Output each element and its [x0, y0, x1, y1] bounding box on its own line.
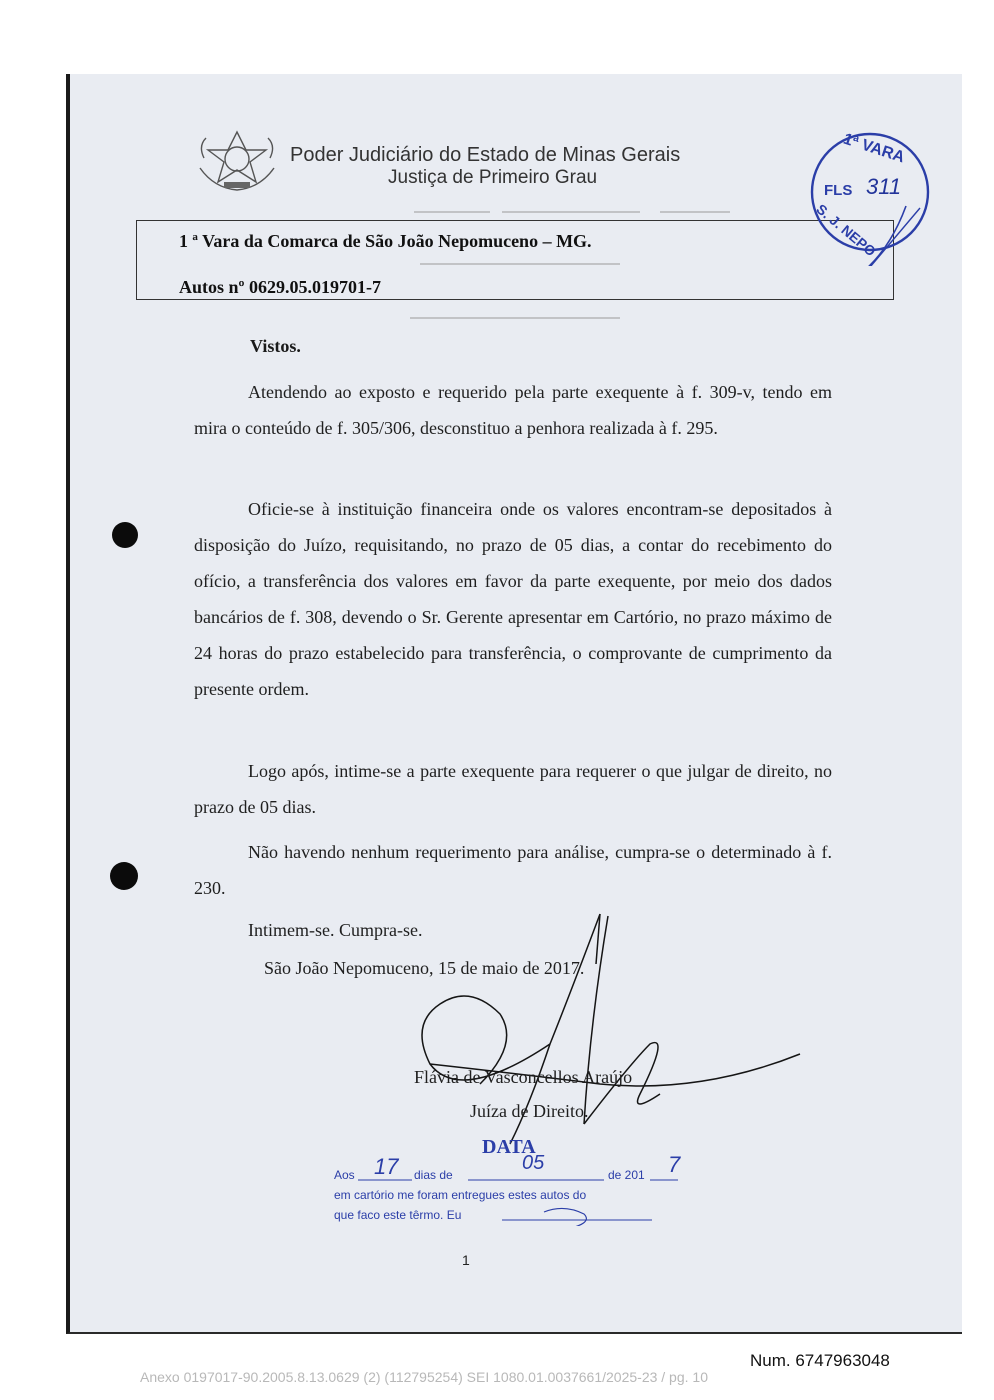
header-judiciary: Poder Judiciário do Estado de Minas Gerais	[290, 144, 681, 166]
data-stamp-aos: Aos	[334, 1168, 355, 1182]
fls-label: FLS	[824, 182, 853, 199]
data-stamp-month: 05	[522, 1152, 545, 1174]
fls-city: S. J. NEPO	[813, 200, 880, 260]
paragraph-3: Logo após, intime-se a parte exequente para requerer o que julgar de direito, no prazo de 05 dias.	[194, 761, 832, 817]
punch-hole-top	[112, 522, 138, 548]
paragraph-2: Oficie-se à instituição financeira onde os valores encontram-se depositados à disposição do Juízo, requisitando, no prazo de 05 dias, a contar do recebimento do ofício, a transferência dos valores em favor da parte exequente, por meio dos dados bancários de f. 308, devendo o Sr. Gerente apresentar em Cartório, no prazo máximo de 24 horas do prazo estabelecido para transferência, o comprovante de cumprimento da presente ordem.	[194, 499, 832, 699]
punch-hole-bottom	[110, 862, 138, 890]
header-first-instance: Justiça de Primeiro Grau	[388, 167, 598, 188]
data-stamp-year-prefix: de 201	[608, 1168, 645, 1182]
page-number: 1	[462, 1252, 470, 1268]
paragraph-1: Atendendo ao exposto e requerido pela parte exequente à f. 309-v, tendo em mira o conteúdo de f. 305/306, desconstituo a penhora realizada à f. 295.	[194, 382, 832, 438]
handwritten-signature	[400, 904, 820, 1164]
fls-vara: 1ª VARA	[841, 130, 907, 167]
signer-role: Juíza de Direito.	[470, 1101, 589, 1121]
scanned-page	[66, 74, 962, 1334]
data-stamp-dias-de: dias de	[414, 1168, 453, 1182]
case-number: Autos nº 0629.05.019701-7	[179, 277, 381, 297]
data-stamp-day: 17	[374, 1154, 399, 1179]
place-date: São João Nepomuceno, 15 de maio de 2017.	[264, 958, 585, 978]
coat-of-arms-icon	[194, 128, 280, 194]
data-stamp-year-digit: 7	[668, 1152, 681, 1177]
fls-stamp	[794, 126, 940, 266]
court-name: 1 ª Vara da Comarca de São João Nepomuceno – MG.	[179, 231, 592, 251]
vistos-heading: Vistos.	[250, 336, 301, 356]
data-stamp-line3: que faco este têrmo. Eu	[334, 1208, 462, 1222]
signer-name: Flávia de Vasconcellos Araújo	[414, 1067, 633, 1087]
document-number: Num. 6747963048	[750, 1351, 890, 1370]
court-header-box	[136, 220, 894, 300]
fls-number: 311	[866, 174, 902, 199]
paragraph-4: Não havendo nenhum requerimento para análise, cumpra-se o determinado à f. 230.	[194, 842, 832, 898]
data-stamp-title: DATA	[482, 1136, 536, 1158]
closing-line: Intimem-se. Cumpra-se.	[248, 920, 423, 940]
document-reference: Anexo 0197017-90.2005.8.13.0629 (2) (112795254) SEI 1080.01.0037661/2025-23 / pg. 10	[140, 1369, 708, 1385]
data-stamp-line2: em cartório me foram entregues estes autos do	[334, 1188, 587, 1202]
data-stamp-rules	[332, 1134, 712, 1226]
data-stamp	[332, 1134, 712, 1226]
